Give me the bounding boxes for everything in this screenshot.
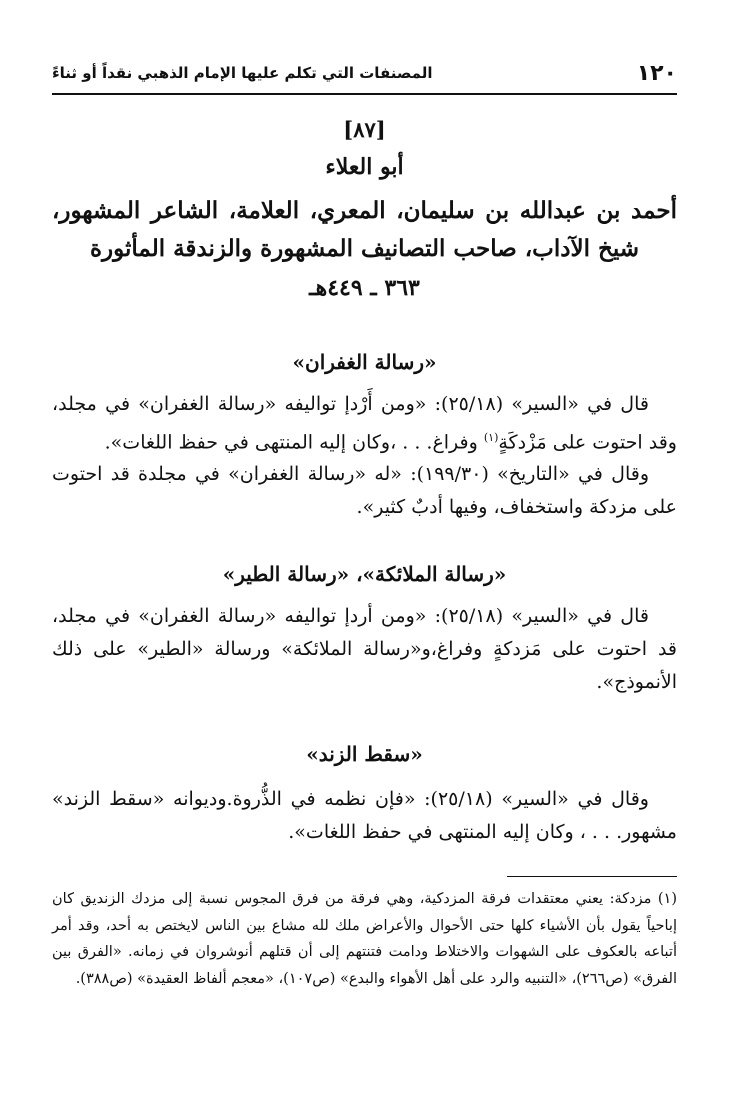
- page-number: ١٢٠: [636, 60, 677, 86]
- paragraph-text-end: وفراغ. . . ،وكان إليه المنتهى في حفظ اللغات».: [104, 431, 484, 454]
- footnote-text: مزدكة: يعني معتقدات فرقة المزدكية، وهي فرقة من فرق المجوس نسبة إلى مزدك الزنديق كان إباحياً يقول بأن الأشياء كلها حتى الأحوال والأعراض ملك لله مشاع بين الناس لايختص به أحد، وقد أمر أتباعه بالعكوف على الشهوات والاختلاط ودامت فتنتهم إلى أن قتلهم أنوشروان في زمانه. «الفرق بين الفرق» (ص٢٦٦)، «التنبيه والرد على أهل الأهواء والبدع» (ص١٠٧)، «معجم ألفاظ العقيدة» (ص٣٨٨).: [52, 891, 677, 987]
- paragraph-ghufran-siyar: [52, 388, 677, 459]
- running-title: المصنفات التي تكلم عليها الإمام الذهبي نقداً أو ثناءً: [52, 64, 433, 82]
- section-title-saqt-alzand: «سقط الزند»: [306, 742, 423, 766]
- entry-number: [٨٧]: [343, 117, 386, 142]
- book-page: [52, 0, 677, 1097]
- section-title-malaika-tayr: «رسالة الملائكة»، «رسالة الطير»: [222, 562, 507, 586]
- entry-dates: ٣٦٣ ـ ٤٤٩هـ: [309, 275, 420, 301]
- header-rule: [52, 93, 677, 95]
- entry-name-line1: أحمد بن عبدالله بن سليمان، المعري، العلامة، الشاعر المشهور،: [52, 197, 677, 224]
- footnote-number: (١): [657, 891, 678, 907]
- paragraph-ghufran-tarikh: وقال في «التاريخ» (١٩٩/٣٠): «له «رسالة الغفران» في مجلدة قد احتوت على مزدكة واستخفاف، وفيها أدبٌ كثير».: [52, 463, 677, 518]
- footnote-rule: [507, 876, 677, 877]
- section-title-ghufran: «رسالة الغفران»: [292, 350, 437, 374]
- paragraph-saqt-siyar: وقال في «السير» (٢٥/١٨): «فإن نظمه في الذُّروة.وديوانه «سقط الزند» مشهور. . . ، وكان إليه المنتهى في حفظ اللغات».: [52, 788, 677, 843]
- running-header: [52, 58, 677, 88]
- entry-kunya: أبو العلاء: [325, 154, 404, 180]
- footnote-reference[interactable]: (١): [483, 431, 499, 444]
- paragraph-malaika-siyar: قال في «السير» (٢٥/١٨): «ومن أردإ تواليفه «رسالة الغفران» في مجلد، قد احتوت على مَزدكةٍ وفراغ،و«رسالة الملائكة» ورسالة «الطير» على ذلك الأنموذج».: [52, 605, 677, 693]
- entry-name-line2: شيخ الآداب، صاحب التصانيف المشهورة والزندقة المأثورة: [89, 235, 640, 262]
- footnote-1: [52, 886, 677, 992]
- paragraph-text: قال في «السير» (٢٥/١٨): «ومن أَرْدإ تواليفه «رسالة الغفران» في مجلد، وقد احتوت على مَزْدكَةٍ: [52, 393, 677, 454]
